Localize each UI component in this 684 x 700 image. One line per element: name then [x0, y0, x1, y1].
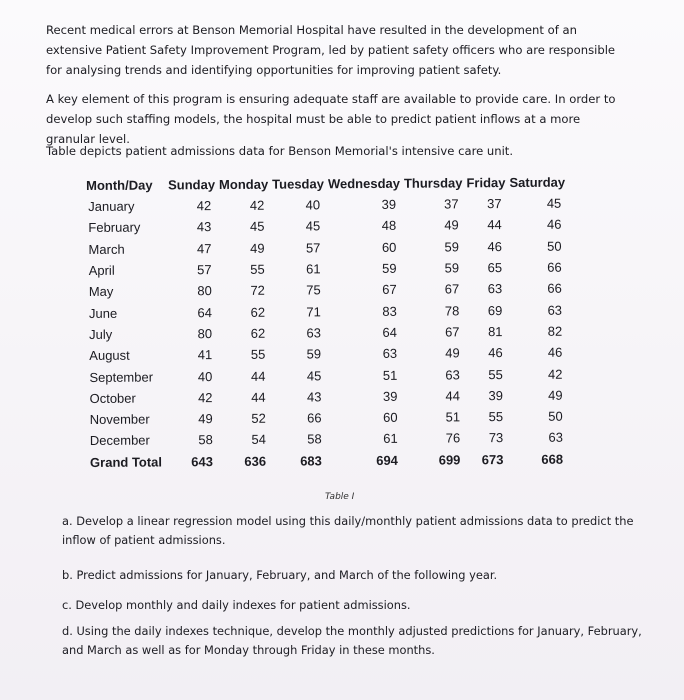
question-b: b. Predict admissions for January, February, and March of the following year. — [62, 568, 498, 582]
table-cell: 55 — [250, 261, 265, 277]
table-intro-text: Table depicts patient admissions data for Benson Memorial's intensive care unit. — [46, 144, 514, 158]
table-cell: 55 — [488, 366, 503, 382]
month-label: January — [88, 198, 135, 215]
table-cell: 39 — [381, 196, 397, 213]
table-cell: 57 — [305, 240, 321, 256]
table-cell: 83 — [382, 303, 397, 319]
table-cell: 49 — [250, 240, 265, 256]
month-label: March — [88, 241, 125, 257]
table-cell: 78 — [444, 303, 460, 319]
month-label: April — [88, 262, 115, 279]
table-cell: 40 — [305, 197, 321, 213]
grand-total-cell: 683 — [300, 453, 322, 469]
table-cell: 55 — [488, 409, 504, 425]
table-cell: 41 — [197, 347, 213, 363]
table-cell: 63 — [548, 430, 563, 446]
table-cell: 40 — [197, 368, 213, 384]
column-header: Friday — [466, 174, 506, 190]
table-cell: 67 — [382, 282, 397, 298]
month-label: September — [89, 369, 154, 385]
table-cell: 46 — [488, 345, 503, 361]
table-cell: 62 — [250, 325, 266, 341]
table-cell: 58 — [307, 431, 322, 447]
grand-total-label: Grand Total — [89, 454, 163, 470]
table-cell: 42 — [249, 197, 265, 213]
table-cell: 59 — [382, 260, 397, 276]
grand-total-cell: 694 — [376, 452, 398, 468]
table-cell: 60 — [383, 409, 398, 426]
table-cell: 61 — [306, 261, 321, 277]
table-cell: 63 — [445, 366, 460, 382]
table-caption: Table I — [325, 492, 355, 502]
admissions-table — [84, 171, 569, 473]
admissions-table-body — [84, 193, 569, 473]
grand-total-row — [86, 448, 569, 473]
table-cell: 48 — [381, 218, 397, 234]
grand-total-cell: 668 — [541, 451, 564, 467]
column-header: Monday — [218, 176, 269, 192]
table-cell: 49 — [445, 345, 460, 361]
table-cell: 42 — [196, 198, 212, 214]
table-cell: 45 — [249, 219, 265, 235]
table-cell: 49 — [444, 217, 459, 233]
grand-total-cell: 673 — [481, 451, 504, 467]
table-cell: 50 — [547, 238, 562, 254]
table-cell: 43 — [196, 219, 212, 235]
intro-paragraph-2: A key element of this program is ensuring adequate staff are available to provide care. In order to develop such staffing models, the hospital must be able to predict patient inflows at a more granular level. — [46, 92, 616, 146]
table-cell: 61 — [383, 431, 398, 447]
table-cell: 45 — [305, 218, 321, 234]
table-cell: 63 — [382, 346, 398, 362]
column-header: Tuesday — [272, 175, 324, 192]
table-cell: 43 — [306, 389, 322, 405]
month-label: November — [89, 411, 150, 428]
table-cell: 72 — [250, 283, 265, 299]
question-a: a. Develop a linear regression model using this daily/monthly patient admissions data to predict the inflow of patient admissions. — [62, 514, 634, 547]
column-header: Thursday — [403, 174, 463, 191]
table-cell: 66 — [547, 259, 562, 275]
column-header: Wednesday — [327, 175, 400, 191]
table-cell: 52 — [251, 410, 266, 426]
month-label: February — [88, 220, 141, 236]
table-cell: 58 — [198, 432, 213, 448]
month-label: August — [89, 347, 130, 364]
table-cell: 42 — [197, 389, 213, 406]
table-cell: 46 — [546, 217, 562, 233]
table-cell: 45 — [546, 195, 562, 211]
table-cell: 76 — [445, 430, 461, 446]
table-cell: 65 — [487, 260, 503, 276]
table-cell: 62 — [250, 304, 266, 320]
table-cell: 51 — [445, 409, 461, 425]
table-cell: 51 — [382, 367, 398, 383]
table-cell: 44 — [251, 389, 266, 405]
question-c: c. Develop monthly and daily indexes for patient admissions. — [62, 598, 411, 612]
grand-total-cell: 636 — [244, 453, 267, 469]
table-cell: 63 — [306, 325, 322, 341]
month-label: October — [89, 390, 136, 406]
month-label: June — [88, 305, 118, 321]
table-cell: 63 — [487, 281, 503, 297]
month-label: December — [89, 432, 150, 449]
column-header: Saturday — [509, 174, 566, 190]
table-cell: 42 — [547, 366, 563, 382]
table-cell: 59 — [444, 239, 459, 255]
month-label: July — [89, 326, 113, 342]
table-cell: 45 — [306, 367, 322, 383]
table-cell: 39 — [382, 388, 398, 404]
table-cell: 49 — [198, 411, 213, 427]
table-cell: 37 — [444, 196, 459, 212]
table-cell: 46 — [547, 344, 563, 360]
table-cell: 73 — [488, 430, 504, 446]
table-cell: 37 — [487, 196, 502, 212]
table-cell: 67 — [444, 281, 460, 297]
table-cell: 57 — [197, 262, 212, 278]
table-cell: 81 — [487, 324, 503, 340]
table-cell: 64 — [382, 324, 398, 340]
table-cell: 49 — [548, 387, 563, 403]
table-cell: 69 — [487, 302, 503, 318]
question-d: d. Using the daily indexes technique, develop the monthly adjusted predictions for January, February, and March as well as for Monday through Friday in these months. — [62, 624, 642, 657]
table-cell: 82 — [547, 323, 563, 339]
table-cell: 75 — [306, 282, 321, 298]
table-cell: 66 — [547, 280, 562, 297]
table-cell: 54 — [251, 432, 266, 448]
grand-total-cell: 699 — [438, 452, 461, 468]
table-cell: 59 — [444, 260, 460, 276]
table-cell: 39 — [488, 387, 504, 403]
table-cell: 63 — [547, 302, 563, 318]
table-cell: 64 — [197, 304, 212, 320]
table-cell: 47 — [196, 240, 212, 256]
table-cell: 59 — [306, 346, 322, 362]
grand-total-cell: 643 — [191, 453, 214, 469]
column-header: Month/Day — [86, 177, 153, 193]
table-cell: 46 — [487, 238, 502, 254]
table-cell: 55 — [250, 346, 266, 363]
table-cell: 44 — [487, 217, 502, 233]
table-cell: 80 — [197, 326, 213, 342]
column-header: Sunday — [168, 176, 216, 192]
table-cell: 71 — [306, 303, 321, 320]
intro-paragraph-1: Recent medical errors at Benson Memorial Hospital have resulted in the development of an extensive Patient Safety Improvement Program, led by patient safety officers who are responsible for analysing trends and identifying opportunities for improving patient safety. — [46, 23, 616, 77]
table-cell: 66 — [307, 410, 322, 426]
table-cell: 60 — [381, 239, 397, 255]
month-label: May — [88, 284, 114, 300]
table-cell: 80 — [197, 283, 212, 299]
table-cell: 44 — [445, 388, 460, 404]
table-cell: 44 — [250, 368, 266, 384]
table-cell: 50 — [548, 408, 563, 424]
table-cell: 67 — [444, 324, 460, 340]
